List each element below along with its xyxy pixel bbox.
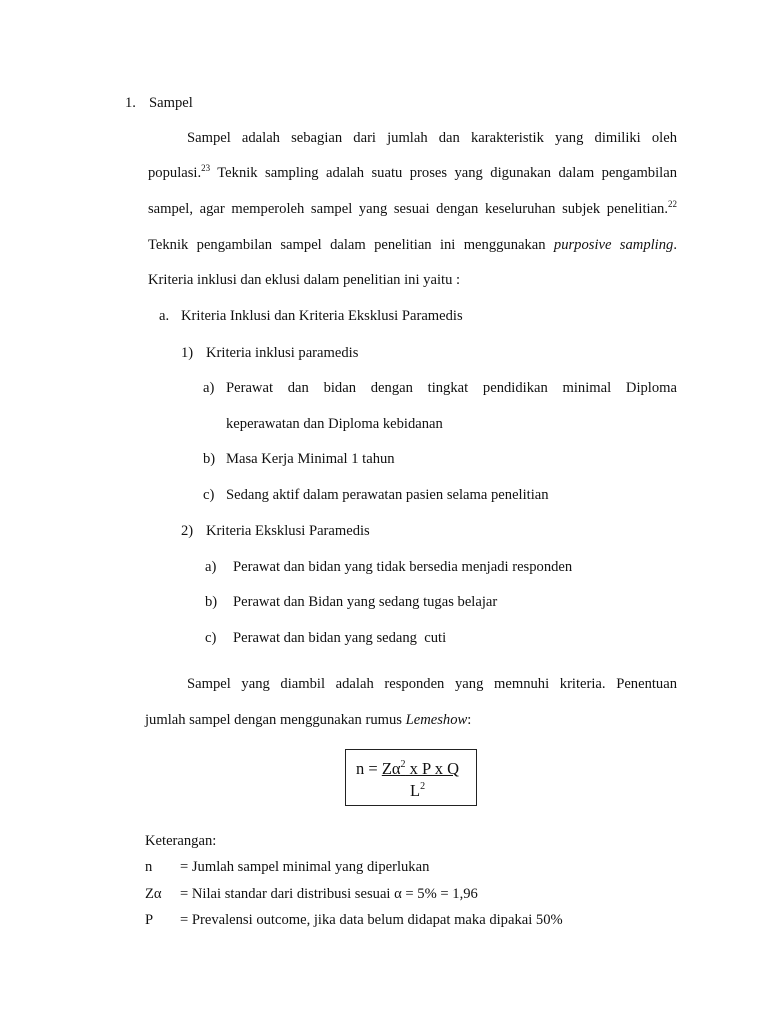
legend-symbol-z-alpha: Zα [145, 886, 162, 902]
exclusion-item-b-text: Perawat dan Bidan yang sedang tugas belajar [233, 594, 498, 610]
legend-desc-z-alpha: = Nilai standar dari distribusi sesuai α = 5% = 1,96 [180, 886, 478, 902]
formula-numerator [382, 759, 459, 778]
exclusion-item-b-marker: b) [205, 594, 218, 610]
inclusion-item-a-line-1: Perawat dan bidan dengan tingkat pendidikan minimal Diploma [226, 380, 677, 396]
inclusion-marker: 1) [181, 345, 194, 361]
lemeshow-term: Lemeshow [405, 712, 468, 728]
inclusion-item-c-marker: c) [203, 487, 215, 503]
intro-line-3-text: sampel, agar memperoleh sampel yang sesuai dengan keseluruhan subjek penelitian. [148, 201, 668, 217]
formula-denominator-exponent: 2 [420, 781, 426, 792]
exclusion-item-a-marker: a) [205, 559, 217, 575]
inclusion-item-a-line-2: keperawatan dan Diploma kebidanan [226, 416, 443, 432]
intro-line-4-text: Teknik pengambilan sampel dalam penelitian ini menggunakan [148, 237, 546, 253]
exclusion-item-a-text: Perawat dan bidan yang tidak bersedia menjadi responden [233, 559, 573, 575]
formula-denominator [410, 781, 425, 801]
exclusion-title: Kriteria Eksklusi Paramedis [206, 523, 370, 539]
formula-lhs: n = [356, 759, 382, 778]
formula-l: L [410, 781, 421, 800]
inclusion-item-b-marker: b) [203, 451, 216, 467]
intro-line-2 [148, 164, 677, 182]
exclusion-item-c-text: Perawat dan bidan yang sedang cuti [233, 630, 447, 646]
purposive-sampling-term: purposive sampling [553, 237, 674, 253]
formula-z-alpha: Zα [381, 759, 401, 778]
intro-line-1: Sampel adalah sebagian dari jumlah dan karakteristik yang dimiliki oleh [187, 130, 677, 146]
exclusion-item-c-marker: c) [205, 630, 217, 646]
intro-line-4-period: . [673, 237, 677, 253]
subsection-a-marker: a. [159, 308, 170, 324]
intro-line-2-text-b: Teknik sampling adalah suatu proses yang digunakan dalam pengambilan [210, 165, 677, 181]
intro-line-5: Kriteria inklusi dan eklusi dalam penelitian ini yaitu : [148, 272, 461, 288]
legend-title: Keterangan: [145, 833, 217, 849]
legend-symbol-p: P [145, 912, 154, 928]
inclusion-item-a-marker: a) [203, 380, 215, 396]
footnote-ref-22: 22 [668, 199, 677, 209]
section-title: Sampel [149, 95, 193, 111]
legend-desc-n: = Jumlah sampel minimal yang diperlukan [180, 859, 430, 875]
intro-line-3 [148, 200, 677, 218]
paragraph2-line-2-text: jumlah sampel dengan menggunakan rumus [145, 712, 402, 728]
formula-numerator-exponent: 2 [400, 759, 406, 770]
exclusion-marker: 2) [181, 523, 194, 539]
footnote-ref-23: 23 [201, 163, 211, 173]
legend-symbol-n: n [145, 859, 153, 875]
inclusion-title: Kriteria inklusi paramedis [206, 345, 359, 361]
legend-desc-p: = Prevalensi outcome, jika data belum didapat maka dipakai 50% [180, 912, 563, 928]
paragraph2-line-2 [145, 711, 471, 729]
paragraph2-line-2-colon: : [467, 712, 472, 728]
intro-line-2-text-a: populasi. [148, 165, 202, 181]
subsection-a-title: Kriteria Inklusi dan Kriteria Eksklusi Paramedis [181, 308, 463, 324]
section-number: 1. [125, 95, 136, 111]
paragraph2-line-1: Sampel yang diambil adalah responden yang memnuhi kriteria. Penentuan [187, 676, 677, 692]
intro-line-4 [148, 236, 677, 254]
inclusion-item-c-text: Sedang aktif dalam perawatan pasien selama penelitian [226, 487, 549, 503]
formula-box [345, 749, 477, 806]
formula-numerator-row [356, 759, 459, 779]
formula-pq: x P x Q [405, 759, 460, 778]
inclusion-item-b-text: Masa Kerja Minimal 1 tahun [226, 451, 395, 467]
